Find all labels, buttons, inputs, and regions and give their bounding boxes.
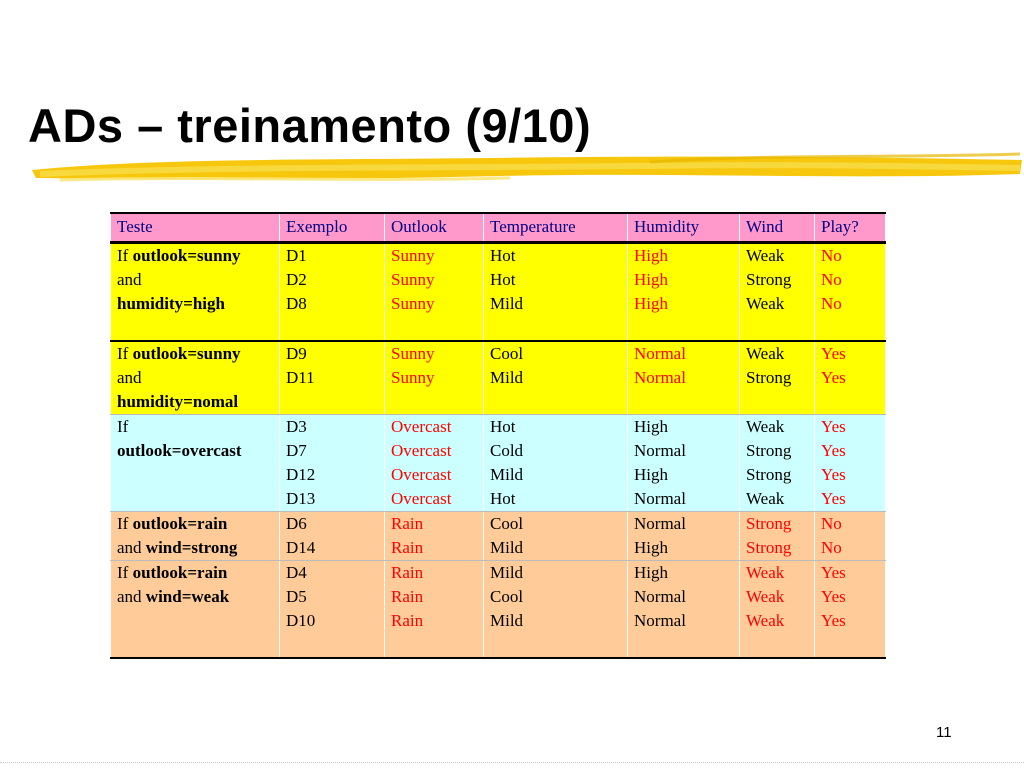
wind-cell — [740, 341, 815, 415]
play-value: Yes — [821, 344, 846, 363]
humidity-value: Normal — [634, 368, 686, 387]
outlook-value: Sunny — [391, 246, 435, 265]
rule-condition: humidity=high — [117, 294, 225, 313]
wind-value: Strong — [746, 465, 792, 484]
temperature-value: Cool — [490, 587, 524, 606]
play-value: No — [821, 294, 842, 313]
rule-line — [117, 536, 274, 560]
wind-value: Weak — [746, 417, 785, 436]
rule-keyword: and — [117, 368, 142, 387]
temperature-value: Mild — [490, 368, 524, 387]
play-value: No — [821, 538, 842, 557]
table-row — [111, 341, 886, 415]
outlook-value: Overcast — [391, 417, 452, 436]
example-cell — [280, 341, 385, 415]
outlook-value: Sunny — [391, 344, 435, 363]
temperature-value: Cool — [490, 344, 524, 363]
rule-keyword: If — [117, 514, 133, 533]
humidity-value: High — [634, 417, 668, 436]
wind-cell — [740, 512, 815, 561]
humidity-value: Normal — [634, 587, 686, 606]
table-row — [111, 512, 886, 561]
play-value: Yes — [821, 563, 846, 582]
play-cell — [815, 561, 886, 659]
rule-line — [117, 268, 274, 292]
table-row — [111, 243, 886, 342]
example-cell — [280, 415, 385, 512]
header-exemplo: Exemplo — [280, 213, 385, 243]
example-value: D6 — [286, 514, 307, 533]
temperature-value: Mild — [490, 563, 524, 582]
wind-value: Weak — [746, 294, 785, 313]
temperature-value: Hot — [490, 417, 516, 436]
humidity-cell — [628, 512, 740, 561]
rule-line — [117, 342, 274, 366]
rule-line — [117, 292, 274, 316]
play-cell — [815, 341, 886, 415]
outlook-value: Sunny — [391, 294, 435, 313]
play-value: No — [821, 514, 842, 533]
example-cell — [280, 243, 385, 342]
play-value: Yes — [821, 465, 846, 484]
play-value: Yes — [821, 489, 846, 508]
rule-line — [117, 415, 274, 439]
rule-cell — [111, 243, 280, 342]
table-row — [111, 415, 886, 512]
outlook-value: Rain — [391, 563, 424, 582]
rule-line — [117, 512, 274, 536]
header-teste: Teste — [111, 213, 280, 243]
outlook-value: Rain — [391, 587, 424, 606]
temperature-cell — [484, 512, 628, 561]
header-temperature: Temperature — [484, 213, 628, 243]
humidity-value: High — [634, 294, 668, 313]
outlook-cell — [385, 341, 484, 415]
play-value: Yes — [821, 611, 846, 630]
outlook-value: Rain — [391, 514, 424, 533]
play-cell — [815, 243, 886, 342]
wind-value: Weak — [746, 563, 785, 582]
rule-cell — [111, 415, 280, 512]
humidity-value: High — [634, 270, 668, 289]
outlook-value: Overcast — [391, 489, 452, 508]
outlook-value: Sunny — [391, 368, 435, 387]
rule-condition: outlook=rain — [132, 563, 228, 582]
example-cell — [280, 512, 385, 561]
play-cell — [815, 415, 886, 512]
temperature-value: Hot — [490, 270, 516, 289]
rule-cell — [111, 512, 280, 561]
rule-keyword: If — [117, 563, 133, 582]
humidity-value: High — [634, 465, 668, 484]
rule-condition: humidity=nomal — [117, 392, 239, 411]
outlook-cell — [385, 415, 484, 512]
outlook-value: Rain — [391, 538, 424, 557]
page-number: 11 — [936, 724, 952, 741]
humidity-value: Normal — [634, 344, 686, 363]
wind-value: Strong — [746, 514, 792, 533]
training-table — [110, 212, 886, 659]
slide-title: ADs – treinamento (9/10) — [28, 99, 592, 152]
header-wind: Wind — [740, 213, 815, 243]
wind-value: Weak — [746, 611, 785, 630]
example-cell — [280, 561, 385, 659]
outlook-cell — [385, 512, 484, 561]
humidity-value: Normal — [634, 611, 686, 630]
humidity-cell — [628, 243, 740, 342]
table-row — [111, 561, 886, 659]
rule-keyword: and — [117, 538, 146, 557]
humidity-value: High — [634, 538, 668, 557]
play-value: No — [821, 246, 842, 265]
rule-line — [117, 561, 274, 585]
rule-condition: wind=strong — [145, 538, 238, 557]
humidity-cell — [628, 341, 740, 415]
rule-line — [117, 585, 274, 609]
table-body — [111, 243, 886, 659]
rule-cell — [111, 341, 280, 415]
wind-cell — [740, 561, 815, 659]
header-humidity: Humidity — [628, 213, 740, 243]
temperature-value: Mild — [490, 611, 524, 630]
example-value: D11 — [286, 368, 315, 387]
example-value: D13 — [286, 489, 316, 508]
rule-condition: outlook=overcast — [117, 441, 242, 460]
wind-value: Strong — [746, 538, 792, 557]
temperature-cell — [484, 243, 628, 342]
wind-value: Weak — [746, 587, 785, 606]
humidity-cell — [628, 561, 740, 659]
play-value: Yes — [821, 417, 846, 436]
outlook-cell — [385, 243, 484, 342]
temperature-cell — [484, 415, 628, 512]
temperature-cell — [484, 561, 628, 659]
humidity-cell — [628, 415, 740, 512]
example-value: D5 — [286, 587, 307, 606]
rule-cell — [111, 561, 280, 659]
example-value: D7 — [286, 441, 307, 460]
outlook-value: Rain — [391, 611, 424, 630]
rule-line — [117, 244, 274, 268]
play-value: Yes — [821, 441, 846, 460]
temperature-value: Mild — [490, 294, 524, 313]
rule-line — [117, 439, 274, 463]
bottom-divider — [0, 762, 1024, 763]
example-value: D12 — [286, 465, 316, 484]
temperature-value: Mild — [490, 538, 524, 557]
temperature-value: Cold — [490, 441, 524, 460]
rule-keyword: If — [117, 246, 133, 265]
wind-value: Weak — [746, 489, 785, 508]
humidity-value: Normal — [634, 489, 686, 508]
outlook-value: Sunny — [391, 270, 435, 289]
outlook-cell — [385, 561, 484, 659]
humidity-value: High — [634, 246, 668, 265]
wind-cell — [740, 243, 815, 342]
wind-value: Weak — [746, 344, 785, 363]
decision-tree-table — [110, 212, 886, 659]
wind-value: Strong — [746, 270, 792, 289]
temperature-cell — [484, 341, 628, 415]
humidity-value: High — [634, 563, 668, 582]
example-value: D4 — [286, 563, 307, 582]
header-play: Play? — [815, 213, 886, 243]
rule-line — [117, 390, 274, 414]
play-cell — [815, 512, 886, 561]
wind-value: Strong — [746, 368, 792, 387]
table-header-row — [111, 213, 886, 243]
temperature-value: Mild — [490, 465, 524, 484]
rule-condition: outlook=rain — [132, 514, 228, 533]
example-value: D2 — [286, 270, 307, 289]
wind-cell — [740, 415, 815, 512]
play-value: No — [821, 270, 842, 289]
wind-value: Weak — [746, 246, 785, 265]
outlook-value: Overcast — [391, 465, 452, 484]
rule-condition: outlook=sunny — [132, 246, 241, 265]
wind-value: Strong — [746, 441, 792, 460]
temperature-value: Hot — [490, 489, 516, 508]
example-value: D14 — [286, 538, 316, 557]
temperature-value: Hot — [490, 246, 516, 265]
example-value: D10 — [286, 611, 316, 630]
example-value: D9 — [286, 344, 307, 363]
play-value: Yes — [821, 587, 846, 606]
rule-keyword: and — [117, 270, 142, 289]
rule-line — [117, 366, 274, 390]
humidity-value: Normal — [634, 441, 686, 460]
rule-keyword: If — [117, 344, 133, 363]
rule-condition: wind=weak — [145, 587, 230, 606]
rule-condition: outlook=sunny — [132, 344, 241, 363]
rule-keyword: and — [117, 587, 146, 606]
play-value: Yes — [821, 368, 846, 387]
example-value: D8 — [286, 294, 307, 313]
outlook-value: Overcast — [391, 441, 452, 460]
humidity-value: Normal — [634, 514, 686, 533]
rule-keyword: If — [117, 417, 129, 436]
temperature-value: Cool — [490, 514, 524, 533]
header-outlook: Outlook — [385, 213, 484, 243]
example-value: D3 — [286, 417, 307, 436]
example-value: D1 — [286, 246, 307, 265]
